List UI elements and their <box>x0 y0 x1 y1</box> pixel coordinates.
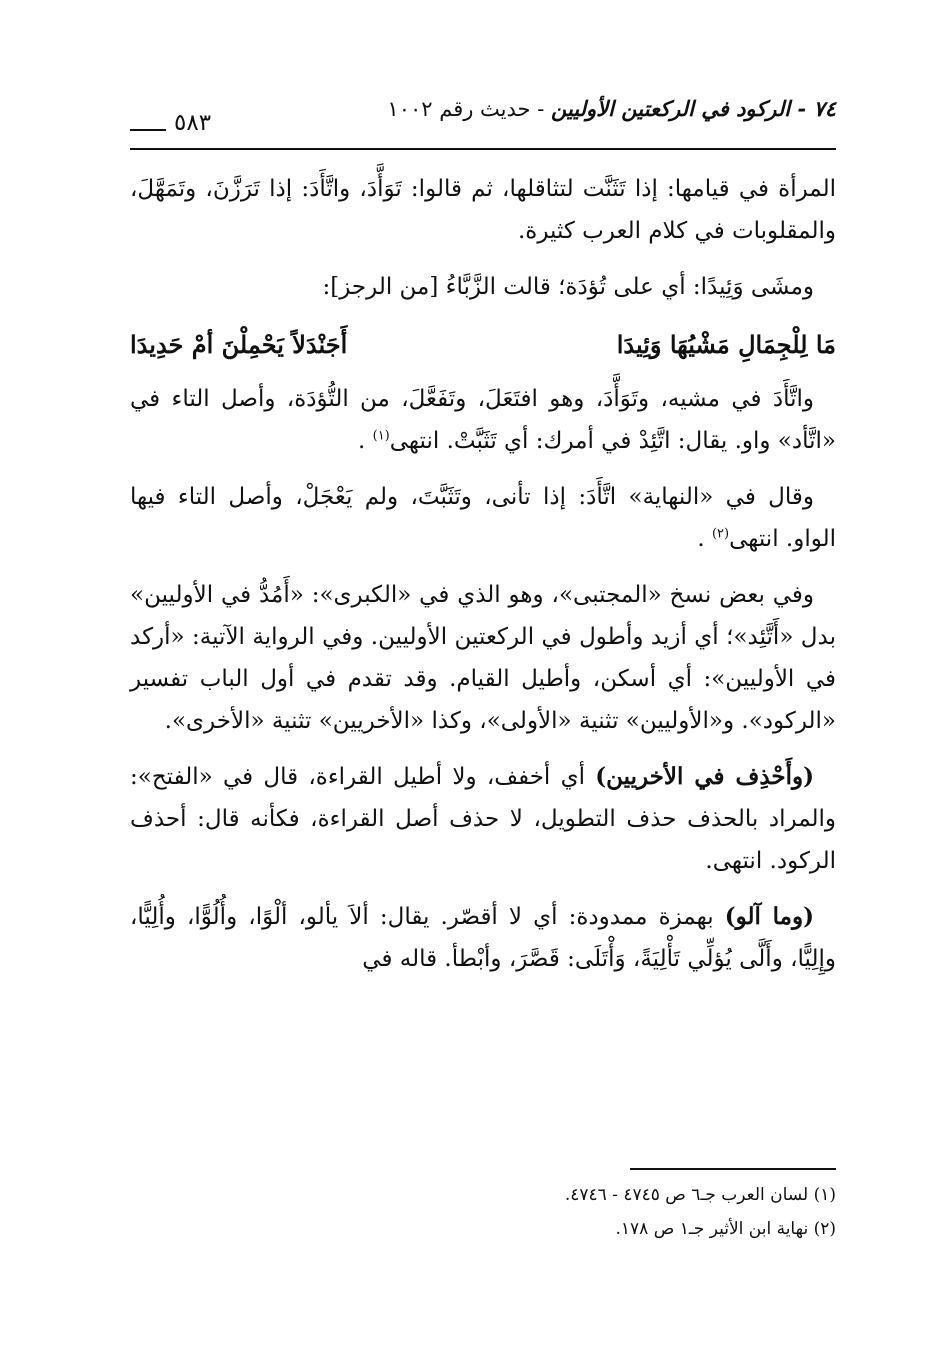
paragraph-4: وقال في «النهاية» اتَّأَدَ: إذا تأنى، وتَثَبَّتَ، ولم يَعْجَلْ، وأصل التاء فيها الواو. انتهى$^{(٢)}$ . <box>130 484 836 552</box>
paragraph-3: واتَّأَدَ في مشيه، وتَوَأَّدَ، وهو افتَعَلَ، وتَفَعَّلَ، من التُّؤدَة، وأصل التاء في «اتَّأد» واو. يقال: اتَّئِدْ في أمرك: أي تَثَبَّتْ. انتهى$^{(١)}$ . <box>130 386 836 454</box>
footnote-ref-2: (٢) <box>711 526 730 542</box>
paragraph-2: ومشَى وَئِيدًا: أي على تُؤدَة؛ قالت الزَّبَّاءُ [من الرجز]: <box>322 274 814 300</box>
paragraph-7-text: بهمزة ممدودة: أي لا أقصّر. يقال: ألاَ يألو، ألْوًا، وأُلُوًّا، وأُلِيًّا، وإِلِيًّا، وأَلَّى يُؤلِّي تَأْلِيَةً، وَأْتَلَى: قَصَّرَ، وأبْطأ. قاله في <box>130 904 836 972</box>
paragraph-1: المرأة في قيامها: إذا تَثَنَّت لتثاقلها، ثم قالوا: تَوَأَّدَ، واتَّأَدَ: إذا تَرَزَّنَ، وتَمَهَّلَ، والمقلوبات في كلام العرب كثيرة. <box>130 176 836 244</box>
poetry-verse <box>130 322 836 368</box>
hadith-number: - حديث رقم ١٠٠٢ <box>387 97 551 121</box>
footnote-1: (١) لسان العرب جـ٦ ص ٤٧٤٥ - ٤٧٤٦. <box>564 1185 836 1205</box>
footnote-2: (٢) نهاية ابن الأثير جـ١ ص ١٧٨. <box>615 1219 836 1239</box>
footnotes <box>130 1178 836 1246</box>
paragraph-4-text: وقال في «النهاية» اتَّأَدَ: إذا تأنى، وتَثَبَّتَ، ولم يَعْجَلْ، وأصل التاء فيها الواو. انتهى <box>130 484 836 552</box>
chapter-title <box>387 96 836 121</box>
header-divider <box>130 148 836 150</box>
running-header <box>130 92 836 136</box>
footnote-ref-1: (١) <box>372 428 390 444</box>
verse-second-hemistich: أَجَنْدَلاً يَحْمِلْنَ أمْ حَدِيدَا <box>130 330 348 359</box>
paragraph-7 <box>130 896 836 980</box>
paragraph-7-lemma: (وما آلو) <box>724 903 814 930</box>
verse-first-hemistich: مَا لِلْجِمَالِ مَشْيُهَا وَئِيدَا <box>616 330 836 359</box>
page-number: ٥٨٣ <box>174 110 212 136</box>
paragraph-6-lemma: (وأَحْذِف في الأخريين) <box>595 763 814 790</box>
paragraph-6 <box>130 756 836 882</box>
page-number-underline <box>130 129 166 131</box>
paragraph-3-text: واتَّأَدَ في مشيه، وتَوَأَّدَ، وهو افتَعَلَ، وتَفَعَّلَ، من التُّؤدَة، وأصل التاء في «اتَّأد» واو. يقال: اتَّئِدْ في أمرك: أي تَثَبَّتْ. انتهى <box>130 386 836 454</box>
main-text <box>130 168 836 994</box>
footnote-divider <box>630 1168 836 1170</box>
paragraph-6-text: أي أخفف، ولا أطيل القراءة، قال في «الفتح»: والمراد بالحذف حذف التطويل، لا حذف أصل القراءة، فكأنه قال: أحذف الركود. انتهى. <box>130 764 836 874</box>
chapter-title-bold: ٧٤ - الركود في الركعتين الأوليين <box>550 96 836 121</box>
paragraph-5: وفي بعض نسخ «المجتبى»، وهو الذي في «الكبرى»: «أَمُدُّ في الأوليين» بدل «أَتَّئِد»؛ أي أزيد وأطول في الركعتين الأوليين. وفي الرواية الآتية: «أركد في الأوليين»: أي أسكن، وأطيل القيام. وقد تقدم في أول الباب تفسير «الركود». و«الأوليين» تثنية «الأولى»، وكذا «الأخريين» تثنية «الأخرى». <box>130 582 836 734</box>
